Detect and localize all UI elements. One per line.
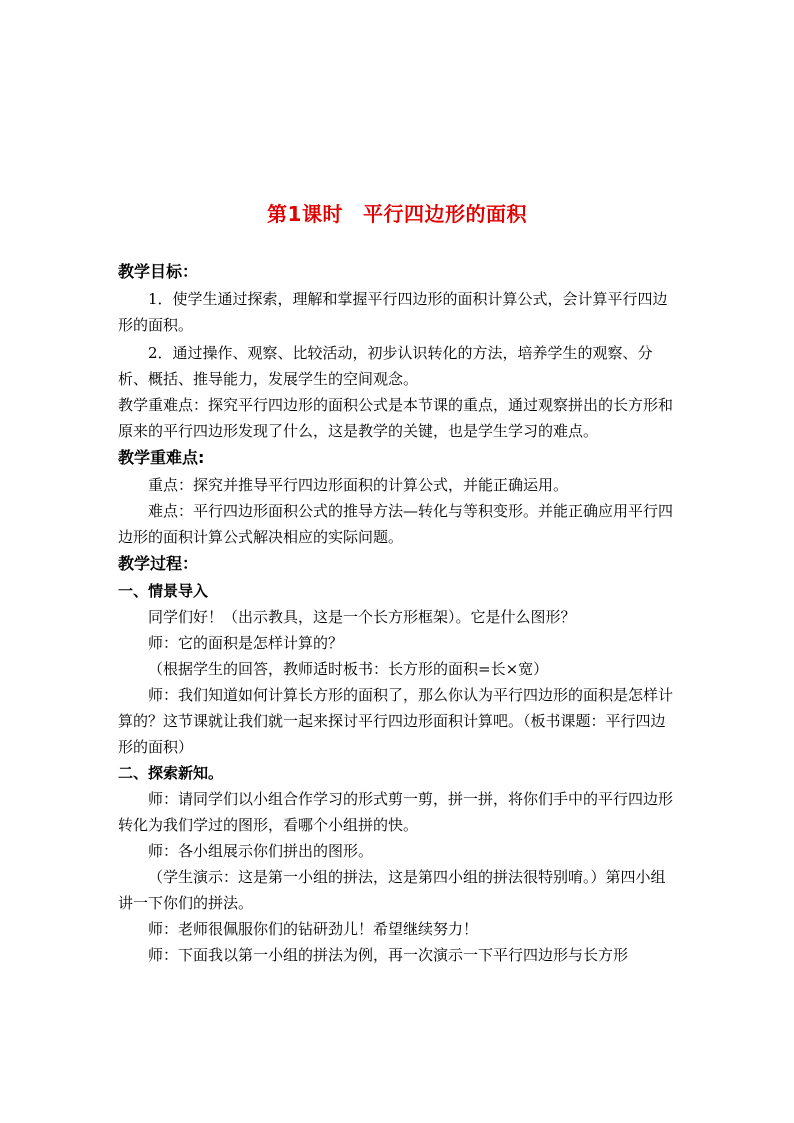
process-heading: 教学过程： bbox=[118, 554, 199, 573]
objective-1: 1．使学生通过探索，理解和掌握平行四边形的面积计算公式，会计算平行四边形的面积。 bbox=[118, 290, 668, 334]
objectives-heading: 教学目标： bbox=[118, 262, 199, 281]
lesson-topic: 平行四边形的面积 bbox=[362, 202, 527, 226]
lesson-number: 第1课时 bbox=[267, 202, 343, 226]
document-body bbox=[118, 258, 674, 968]
part2-line: 师：老师很佩服你们的钻研劲儿！希望继续努力！ bbox=[148, 920, 479, 938]
part2-line: （学生演示：这是第一小组的拼法，这是第四小组的拼法很特别唷。）第四小组讲一下你们的拼法。 bbox=[118, 868, 666, 912]
part1-line: 同学们好！（出示教具，这是一个长方形框架）。它是什么图形？ bbox=[148, 608, 576, 626]
key-difficult-paragraph: 教学重难点：探究平行四边形的面积公式是本节课的重点，通过观察拼出的长方形和原来的平行四边形发现了什么，这是教学的关键，也是学生学习的难点。 bbox=[118, 396, 674, 440]
part2-line: 师：下面我以第一小组的拼法为例，再一次演示一下平行四边形与长方形 bbox=[148, 946, 629, 964]
part1-heading: 一、情景导入 bbox=[118, 582, 209, 600]
objective-2: 2．通过操作、观察、比较活动，初步认识转化的方法，培养学生的观察、分析、概括、推导能力，发展学生的空间观念。 bbox=[118, 344, 653, 388]
part1-line: （根据学生的回答，教师适时板书：长方形的面积=长×宽） bbox=[148, 660, 549, 678]
part2-line: 师：请同学们以小组合作学习的形式剪一剪，拼一拼，将你们手中的平行四边形转化为我们学过的图形，看哪个小组拼的快。 bbox=[118, 790, 674, 834]
key-difficult-heading: 教学重难点: bbox=[118, 448, 205, 467]
page-title bbox=[0, 198, 794, 227]
part1-line: 师：它的面积是怎样计算的？ bbox=[148, 634, 344, 652]
part1-line: 师：我们知道如何计算长方形的面积了，那么你认为平行四边形的面积是怎样计算的？这节课就让我们就一起来探讨平行四边形面积计算吧。（板书课题：平行四边形的面积） bbox=[118, 686, 674, 756]
part2-heading: 二、探索新知。 bbox=[118, 764, 224, 782]
part2-line: 师：各小组展示你们拼出的图形。 bbox=[148, 842, 374, 860]
difficult-point: 难点：平行四边形面积公式的推导方法—转化与等积变形。并能正确应用平行四边形的面积计算公式解决相应的实际问题。 bbox=[118, 502, 674, 546]
key-point: 重点：探究并推导平行四边形面积的计算公式，并能正确运用。 bbox=[148, 476, 569, 494]
